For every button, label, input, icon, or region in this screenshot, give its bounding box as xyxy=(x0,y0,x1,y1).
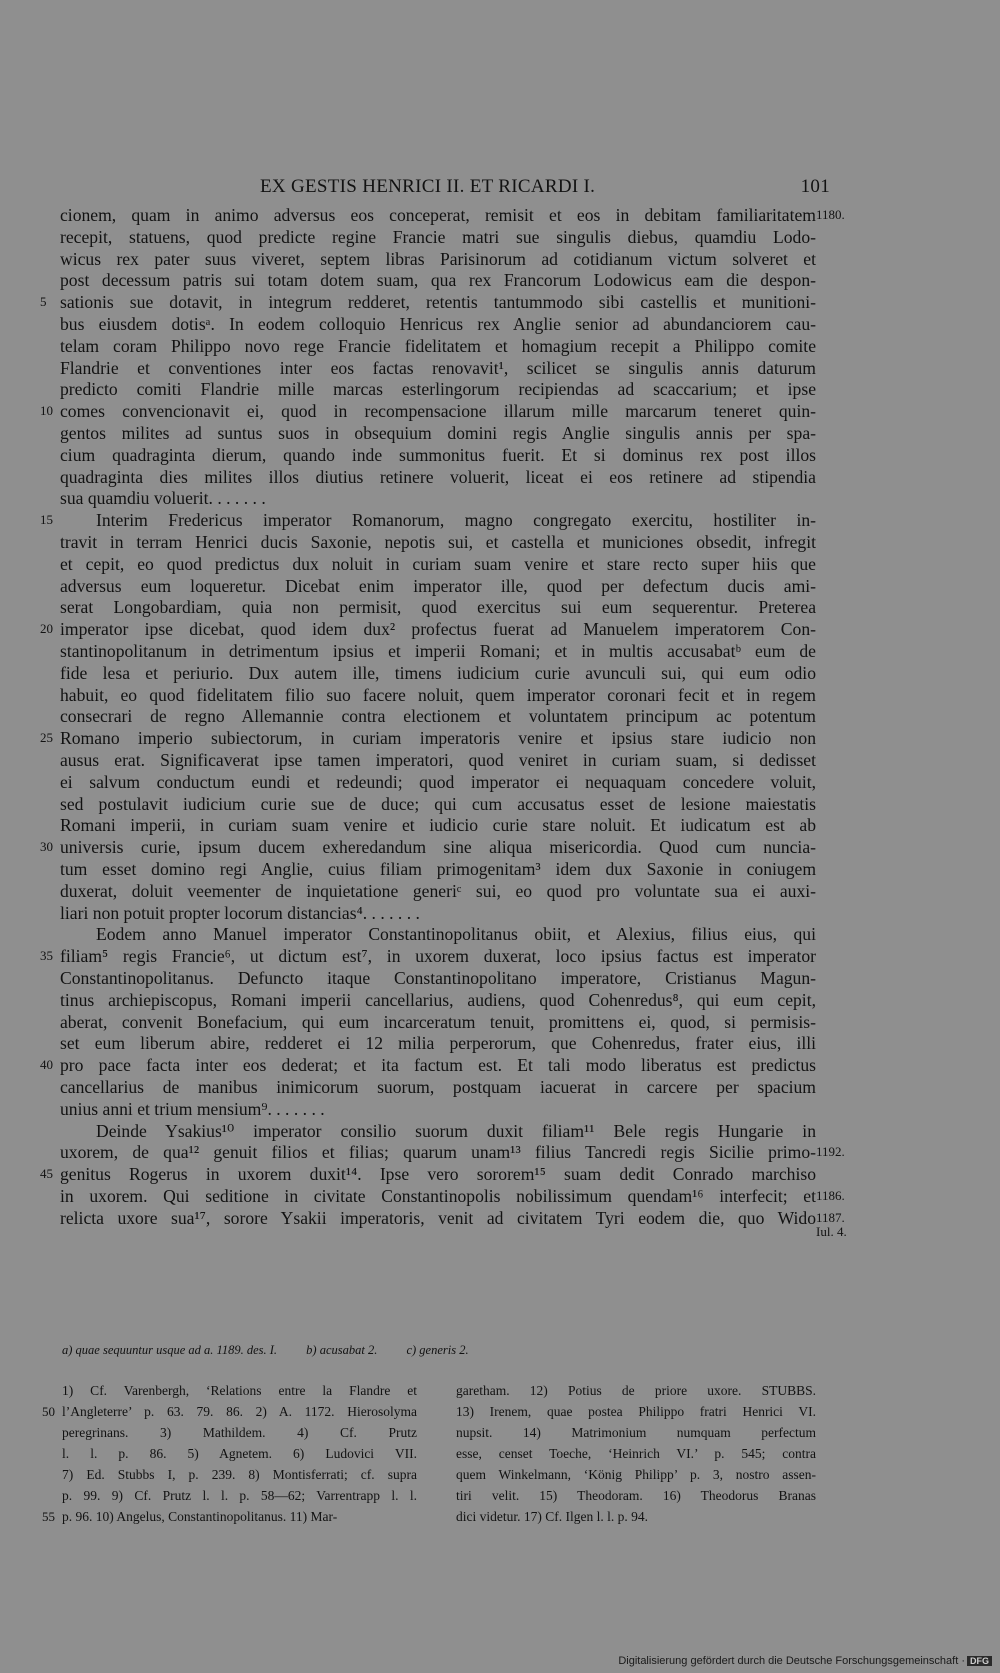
text-line: ausus erat. Significaverat ipse tamen imperatori, quod veniret in curiam suam, si dedisset xyxy=(60,750,816,770)
margin-year: 1180. xyxy=(816,207,845,222)
text-line: sationis sue dotavit, in integrum redderet, retentis tantummodo sibi castellis et munitioni- xyxy=(60,292,816,313)
dfg-logo: DFG xyxy=(967,1656,992,1666)
text-line: wicus rex pater suus viveret, septem libras Parisinorum ad cotidianum victum solveret et xyxy=(60,248,816,269)
text-line: tum esset domino regi Anglie, cuius filiam primogenitam³ idem dux Saxonie in coniugem xyxy=(60,859,816,879)
footnote-line: dici videtur. 17) Cf. Ilgen l. l. p. 94. xyxy=(456,1509,648,1524)
text-line: relicta uxore sua¹⁷, sorore Ysakii imperatoris, venit ad civitatem Tyri eodem die, quo Wido xyxy=(60,1207,816,1228)
running-title: EX GESTIS HENRICI II. ET RICARDI I. xyxy=(260,176,596,197)
footnote-line: peregrinans. 3) Mathildem. 4) Cf. Prutz xyxy=(62,1425,417,1440)
line-number: 55 xyxy=(42,1509,55,1524)
text-line: duxerat, doluit veementer de inquietatione generiᶜ sui, eo quod pro voluntate sua ei auxi- xyxy=(60,880,816,901)
text-line: fide lesa et periurio. Dux autem ille, timens iudicium curie avunculi sui, qui eum odio xyxy=(60,662,816,683)
text-line: comes convencionavit ei, quod in recompensacione illarum mille marcarum teneret quin- xyxy=(60,401,816,422)
variant-notes xyxy=(62,1343,495,1358)
text-line: cium quadraginta dierum, quando inde summonitus fuerit. Et si dominus rex post illos xyxy=(60,444,816,465)
text-line: post decessum patris sui totam dotem suam, qua rex Francorum Lodowicus eam die despon- xyxy=(60,270,816,291)
text-line: genitus Rogerus in uxorem duxit¹⁴. Ipse vero sororem¹⁵ suam dedit Conrado marchiso xyxy=(60,1164,816,1185)
footnote-line: l. l. p. 86. 5) Agnetem. 6) Ludovici VII. xyxy=(62,1446,417,1461)
text-line: in uxorem. Qui seditione in civitate Constantinopolis nobilissimum quendam¹⁶ interfecit; et xyxy=(60,1186,816,1206)
text-line: Constantinopolitanus. Defuncto itaque Constantinopolitano imperatore, Cristianus Magun- xyxy=(60,968,816,988)
text-line: adversus eum loqueretur. Dicebat enim imperator ille, quod per defectum ducis ami- xyxy=(60,575,816,596)
page-number: 101 xyxy=(800,176,830,197)
text-line: Interim Fredericus imperator Romanorum, magno congregato exercitu, hostiliter in- xyxy=(96,510,816,531)
margin-year: 1187. Iul. 4. xyxy=(816,1209,847,1239)
variant-note: b) acusabat 2. xyxy=(306,1343,378,1357)
line-number: 25 xyxy=(40,730,53,746)
text-line: quadraginta dies milites illos diutius retinere voluerit, liceat ei eos retinere ad stipendia xyxy=(60,466,816,487)
text-line: consecrari de regno Allemannie contra electionem et voluntatem principum ac potentum xyxy=(60,706,816,727)
text-line: habuit, eo quod fidelitatem filio suo facere noluit, quem imperator coronari fecit et in regem xyxy=(60,684,816,705)
text-line: stantinopolitanum in detrimentum ipsius et imperii Romani; et in multis accusabatᵇ eum de xyxy=(60,641,816,661)
margin-year: 1192. xyxy=(816,1144,845,1160)
text-line: travit in terram Henrici ducis Saxonie, nepotis sui, et castella et municiones obsedit, infregit xyxy=(60,532,816,552)
text-line: sed postulavit iudicium curie sue de duce; qui cum accusatus esset de lesione maiestatis xyxy=(60,793,816,814)
line-number: 15 xyxy=(40,512,53,528)
footnote-line: garetham. 12) Potius de priore uxore. STUBBS. xyxy=(456,1383,816,1398)
text-line: Flandrie et conventiones inter eos factas renovavit¹, scilicet se singulis annis daturum xyxy=(60,357,816,378)
line-number: 50 xyxy=(42,1404,55,1419)
digitization-credit xyxy=(618,1655,992,1667)
text-line: Romani imperii, in curiam suam venire et iudicio curie stare noluit. Et iudicatum est ab xyxy=(60,815,816,836)
footnote-line: l’Angleterre’ p. 63. 79. 86. 2) A. 1172. Hierosolyma xyxy=(62,1404,417,1419)
text-line: aberat, convenit Bonefacium, qui eum incarceratum tenuit, promittens ei, quod, si permisis- xyxy=(60,1011,816,1032)
footnote-line: quem Winkelmann, ‘König Philipp’ p. 3, nostro assen- xyxy=(456,1467,816,1482)
footnote-line: tiri velit. 15) Theodoram. 16) Theodorus Branas xyxy=(456,1488,816,1503)
text-line: cionem, quam in animo adversus eos conceperat, remisit et eos in debitam familiaritatem xyxy=(60,205,816,225)
text-line: bus eiusdem dotisᵃ. In eodem colloquio Henricus rex Anglie senior ad abundanciorem cau- xyxy=(60,314,816,334)
text-line: uxorem, de qua¹² genuit filios et filias; quarum unam¹³ filius Tancredi regis Sicilie primo- xyxy=(60,1142,816,1163)
footnote-line: nupsit. 14) Matrimonium numquam perfectum xyxy=(456,1425,816,1440)
line-number: 10 xyxy=(40,403,53,419)
text-line: tinus archiepiscopus, Romani imperii cancellarius, audiens, quod Cohenredus⁸, qui eum cepit, xyxy=(60,989,816,1010)
margin-year: 1186. xyxy=(816,1188,845,1203)
line-number: 45 xyxy=(40,1166,53,1182)
variant-note: c) generis 2. xyxy=(406,1343,469,1357)
text-line: cancellarius de manibus inimicorum suorum, postquam iacuerat in carcere per spacium xyxy=(60,1077,816,1097)
text-line: recepit, statuens, quod predicte regine Francie matri sue singulis diebus, quamdiu Lodo- xyxy=(60,226,816,247)
footnote-line: esse, censet Toeche, ‘Heinrich VI.’ p. 545; contra xyxy=(456,1446,816,1461)
text-line: Romano imperio subiectorum, in curiam imperatoris venire et ipsius stare iudicio non xyxy=(60,728,816,749)
text-line: liari non potuit propter locorum distancias⁴. . . . . . . xyxy=(60,902,420,923)
line-number: 5 xyxy=(40,294,47,310)
text-line: pro pace facta inter eos dederat; et ita factum est. Et tali modo liberatus est predictus xyxy=(60,1055,816,1076)
variant-note: a) quae sequuntur usque ad a. 1189. des. I. xyxy=(62,1343,278,1357)
text-line: imperator ipse dicebat, quod idem dux² profectus fuerat ad Manuelem imperatorem Con- xyxy=(60,619,816,640)
text-line: Eodem anno Manuel imperator Constantinopolitanus obiit, et Alexius, filius eius, qui xyxy=(96,924,816,945)
text-line: telam coram Philippo novo rege Francie fidelitatem et homagium recepit a Philippo comite xyxy=(60,335,816,356)
line-number: 20 xyxy=(40,621,53,637)
text-line: unius anni et trium mensium⁹. . . . . . . xyxy=(60,1098,325,1119)
text-line: predicto comiti Flandrie mille marcas esterlingorum recipiendas ad scaccarium; et ipse xyxy=(60,379,816,400)
footnote-line: p. 96. 10) Angelus, Constantinopolitanus. 11) Mar- xyxy=(62,1509,338,1524)
text-line: Deinde Ysakius¹⁰ imperator consilio suorum duxit filiam¹¹ Bele regis Hungarie in xyxy=(96,1120,816,1141)
text-line: serat Longobardiam, quia non permisit, quod exercitus sui eum sequerentur. Preterea xyxy=(60,597,816,618)
line-number: 35 xyxy=(40,948,53,964)
text-line: universis curie, ipsum ducem exheredandum sine aliqua misericordia. Quod cum nuncia- xyxy=(60,837,816,858)
text-line: et cepit, eo quod predictus dux noluit in curiam suam venire et stare recto super hiis que xyxy=(60,553,816,574)
line-number: 30 xyxy=(40,839,53,855)
text-line: ei salvum conductum eundi et redeundi; quod imperator ei nequaquam concedere voluit, xyxy=(60,771,816,792)
text-line: set eum liberum abire, redderet ei 12 milia perperorum, que Cohenredus, frater eius, illi xyxy=(60,1033,816,1054)
credit-text: Digitalisierung gefördert durch die Deutsche Forschungsgemeinschaft · xyxy=(618,1655,965,1667)
text-line: gentos milites ad suntus suos in obsequium domini regis Anglie singulis annis per spa- xyxy=(60,423,816,443)
footnote-line: 13) Irenem, quae postea Philippo fratri Henrici VI. xyxy=(456,1404,816,1419)
footnote-line: p. 99. 9) Cf. Prutz l. l. p. 58—62; Varrentrapp l. l. xyxy=(62,1488,417,1503)
text-line: sua quamdiu voluerit. . . . . . . xyxy=(60,488,266,509)
footnote-line: 1) Cf. Varenbergh, ‘Relations entre la Flandre et xyxy=(62,1383,417,1398)
footnote-line: 7) Ed. Stubbs I, p. 239. 8) Montisferrati; cf. supra xyxy=(62,1467,417,1482)
text-line: filiam⁵ regis Francie⁶, ut dictum est⁷, in uxorem duxerat, loco ipsius factus est imperator xyxy=(60,946,816,967)
line-number: 40 xyxy=(40,1057,53,1073)
